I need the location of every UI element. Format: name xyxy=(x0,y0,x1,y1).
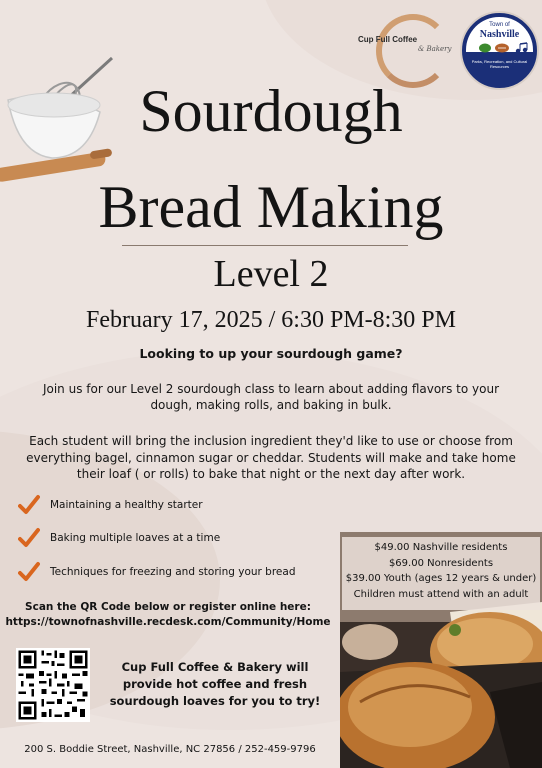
list-item xyxy=(14,561,344,585)
list-item xyxy=(14,494,344,518)
title-line-1: Sourdough xyxy=(139,78,403,144)
checkmark-icon xyxy=(18,494,40,516)
promo-text: Cup Full Coffee & Bakery will provide hot coffee and fresh sourdough loaves for you to try! xyxy=(109,660,321,708)
price-resident: $49.00 Nashville residents xyxy=(374,542,508,553)
price-nonresident: $69.00 Nonresidents xyxy=(388,557,494,569)
town-logo-caption: Parks, Recreation, and Cultural Resources xyxy=(471,59,528,69)
level-heading: Level 2 xyxy=(213,253,329,295)
price-note: Children must attend with an adult xyxy=(353,588,529,600)
coffee-logo xyxy=(358,14,453,80)
price-youth: $39.00 Youth (ages 12 years & under) xyxy=(345,573,537,584)
checkmark-icon xyxy=(18,561,40,583)
list-item xyxy=(14,527,344,551)
footer-address: 200 S. Boddie Street, Nashville, NC 27856 / 252-459-9796 xyxy=(24,744,316,755)
subheading: Looking to up your sourdough game? xyxy=(139,346,403,361)
title-line-2: Bread Making xyxy=(98,174,444,240)
leaf-football-music-icon xyxy=(476,42,531,54)
town-logo-inner xyxy=(466,17,533,52)
town-logo-of: Town of xyxy=(489,22,510,28)
bullet-text: Baking multiple loaves at a time xyxy=(50,532,221,544)
qr-code-icon[interactable] xyxy=(16,648,90,722)
coffee-logo-name: Cup Full Coffee xyxy=(358,35,418,44)
registration-link[interactable]: https://townofnashville.recdesk.com/Community/Home xyxy=(5,616,331,628)
town-logo-name: Nashville xyxy=(479,29,520,40)
price-box xyxy=(342,537,540,610)
details-paragraph: Each student will bring the inclusion ingredient they'd like to use or choose from everything bagel, cinnamon sugar or cheddar. Students will make and take home their loaf ( or rolls) to bake that night or the next day after work. xyxy=(26,434,516,481)
checkmark-icon xyxy=(18,527,40,549)
bullet-text: Maintaining a healthy starter xyxy=(50,499,203,511)
event-date: February 17, 2025 / 6:30 PM-8:30 PM xyxy=(85,307,456,333)
title-divider xyxy=(122,245,408,246)
registration-text: Scan the QR Code below or register online here: xyxy=(25,601,311,613)
bullet-text: Techniques for freezing and storing your bread xyxy=(50,566,296,578)
coffee-logo-sub: & Bakery xyxy=(418,45,452,53)
intro-paragraph: Join us for our Level 2 sourdough class to learn about adding flavors to your dough, making rolls, and baking in bulk. xyxy=(42,382,500,412)
